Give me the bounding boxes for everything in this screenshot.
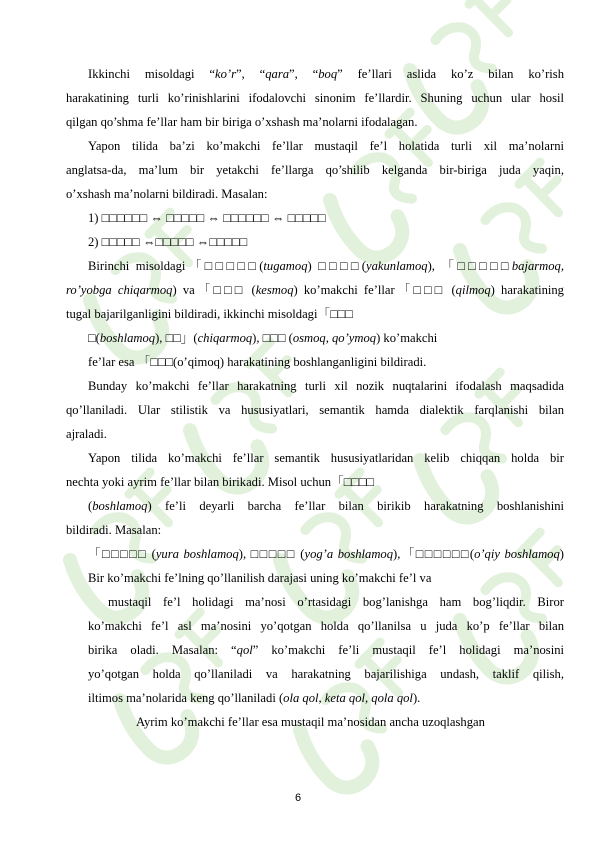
text-run: Ikkinchi misoldagi “ xyxy=(88,67,216,81)
text-run: ) ko’makchi xyxy=(376,331,438,345)
text-run: ) □□□□( xyxy=(307,259,366,273)
text-line xyxy=(88,642,564,658)
italic-term: yog’a boshlamoq xyxy=(304,547,394,561)
text-line xyxy=(88,330,437,346)
text-run: ) fe’li deyarli barcha fe’llar bilan birikib harakatning boshlanishini xyxy=(147,499,564,513)
text-run: bildiradi. Masalan: xyxy=(66,523,162,537)
text-run: ),「□□□□□□( xyxy=(393,547,475,561)
text-line xyxy=(66,90,564,106)
italic-term: qilmoq xyxy=(455,283,491,297)
text-line xyxy=(88,618,564,634)
text-line xyxy=(66,306,353,322)
italic-term: yura boshlamoq xyxy=(155,547,239,561)
text-line xyxy=(108,594,564,610)
italic-term: tugamoq xyxy=(263,259,308,273)
italic-term: o’qiy boshlamoq xyxy=(474,547,560,561)
text-run: Birinchi misoldagi「□□□□□( xyxy=(88,259,264,273)
text-run: Yapon tilida ba’zi ko’makchi fe’llar mustaqil fe’l holatida turli xil ma’nolarni xyxy=(88,139,564,153)
text-line xyxy=(88,546,564,562)
text-line xyxy=(66,282,564,298)
italic-term: ola qol, keta qol, qola qol xyxy=(283,691,413,705)
text-line xyxy=(88,354,426,370)
text-run: □( xyxy=(88,331,100,345)
text-run: mustaqil fe’l holidagi ma’nosi o’rtasidagi bog’lanishga ham bog’liqdir. Biror xyxy=(108,595,564,609)
italic-term: kesmoq xyxy=(255,283,294,297)
italic-term: chiqarmoq xyxy=(197,331,253,345)
text-run: o’xshash ma’nolarni bildiradi. Masalan: xyxy=(66,187,268,201)
text-line xyxy=(88,690,420,706)
text-run: Ayrim ko’makchi fe’llar esa mustaqil ma’nosidan ancha uzoqlashgan xyxy=(136,715,485,729)
text-line xyxy=(88,66,564,82)
text-line xyxy=(66,402,564,418)
italic-term: boq xyxy=(318,67,338,81)
text-run: ), 「□□□□□ xyxy=(427,259,512,273)
text-run: 2) □□□□□ ⇔□□□□□ ⇔□□□□□ xyxy=(88,235,248,249)
text-run: birika oladi. Masalan: “ xyxy=(88,643,237,657)
text-line xyxy=(88,138,564,154)
italic-term: qol xyxy=(236,643,253,657)
text-run: tugal bajarilganligini bildiradi, ikkinchi misoldagi「□□□ xyxy=(66,307,353,321)
text-line xyxy=(66,114,417,130)
text-line xyxy=(66,186,267,202)
text-run: 1) □□□□□□ ⇔ □□□□□ ⇔ □□□□□□ ⇔ □□□□□ xyxy=(88,211,326,225)
text-run: ) harakatining xyxy=(490,283,564,297)
text-run: ( xyxy=(88,499,93,513)
text-run: ), □□□□□ ( xyxy=(238,547,305,561)
italic-term: boshlamoq xyxy=(92,499,148,513)
text-line xyxy=(88,666,564,682)
text-run: Bir ko’makchi fe’lning qo’llanilish darajasi uning ko’makchi fe’l va xyxy=(88,571,432,585)
text-run: ) va「□□□ ( xyxy=(172,283,256,297)
text-run: 「□□□□□ ( xyxy=(88,547,156,561)
text-line xyxy=(88,234,247,250)
text-run: ”, “ xyxy=(289,67,319,81)
text-run: ), □□」( xyxy=(155,331,198,345)
text-run: ” ko’makchi fe’li mustaqil fe’l holidagi ma’nosini xyxy=(252,643,565,657)
text-run: iltimos ma’nolarida keng qo’llaniladi ( xyxy=(88,691,284,705)
text-run: ajraladi. xyxy=(66,427,107,441)
text-run: Yapon tilida ko’makchi fe’llar semantik hususiyatlaridan kelib chiqqan holda bir xyxy=(88,451,564,465)
italic-term: bajarmoq, xyxy=(511,259,564,273)
text-line xyxy=(88,498,564,514)
italic-term: yakunlamoq xyxy=(366,259,428,273)
text-run: anglatsa-da, ma’lum bir yetakchi fe’llarga qo’shilib kelganda bir-biriga juda yaqin, xyxy=(66,163,564,177)
text-run: ” fe’llari aslida ko’z bilan ko’rish xyxy=(337,67,565,81)
text-run: qo’llaniladi. Ular stilistik va hususiyatlari, semantik hamda dialektik farqlanishi bilan xyxy=(66,403,564,417)
italic-term: ko’r xyxy=(215,67,236,81)
text-line xyxy=(88,450,564,466)
text-run: ) xyxy=(559,547,564,561)
text-line xyxy=(66,162,564,178)
text-run: ko’makchi fe’l asl ma’nosini yo’qotgan holda qo’llanilsa u juda ko’p fe’llar bilan xyxy=(88,619,564,633)
italic-term: boshlamoq xyxy=(99,331,156,345)
text-run: ) ko’makchi fe’llar「□□□ ( xyxy=(293,283,456,297)
text-run: harakatining turli ko’rinishlarini ifodalovchi sinonim fe’llardir. Shuning uchun ular hosil xyxy=(66,91,564,105)
text-run: fe’lar esa 「□□□(o’qimoq) harakatining boshlanganligini bildiradi. xyxy=(88,355,427,369)
italic-term: ro’yobga chiqarmoq xyxy=(66,283,173,297)
text-line xyxy=(88,258,564,274)
text-line xyxy=(88,570,431,586)
text-line xyxy=(88,210,326,226)
text-line xyxy=(136,714,485,730)
text-run: ). xyxy=(412,691,421,705)
italic-term: qara xyxy=(265,67,290,81)
text-run: ), □□□ ( xyxy=(252,331,293,345)
text-line xyxy=(66,426,107,442)
italic-term: osmoq, qo’ymoq xyxy=(292,331,377,345)
text-run: ”, “ xyxy=(236,67,266,81)
text-run: Bunday ko’makchi fe’llar harakatning turli xil nozik nuqtalarini ifodalash maqsadida xyxy=(88,379,564,393)
text-line xyxy=(88,378,564,394)
text-run: qilgan qo’shma fe’llar ham bir biriga o’xshash ma’nolarni ifodalagan. xyxy=(66,115,418,129)
text-line xyxy=(66,522,161,538)
page-number: 6 xyxy=(294,792,302,804)
text-run: yo’qotgan holda qo’llaniladi va harakatning bajarilishiga undash, taklif qilish, xyxy=(88,667,564,681)
text-run: nechta yoki ayrim fe’llar bilan birikadi. Misol uchun「□□□□ xyxy=(66,475,375,489)
text-line xyxy=(66,474,374,490)
